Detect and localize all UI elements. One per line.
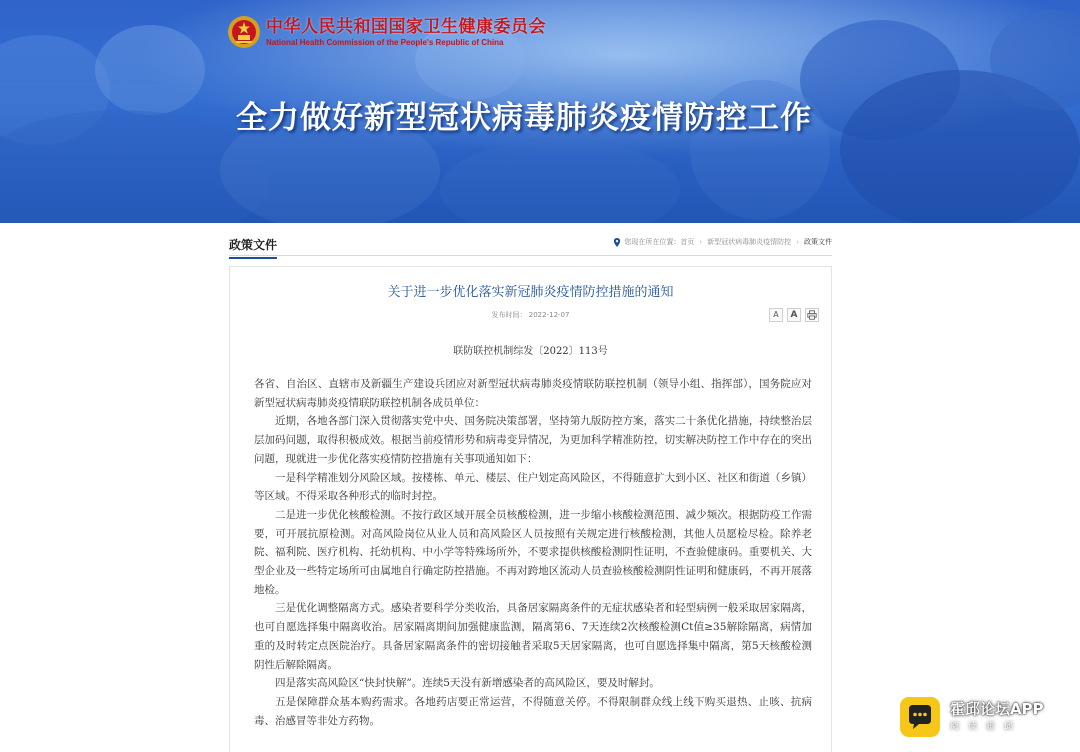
body-paragraph: 五是保障群众基本购药需求。各地药店要正常运营，不得随意关停。不得限制群众线上线下购买退热、止咳、抗病毒、治感冒等非处方药物。 [254,695,812,727]
banner-title: 全力做好新型冠状病毒肺炎疫情防控工作 [236,100,812,136]
site-logo[interactable] [226,14,546,50]
print-button[interactable] [805,308,819,322]
body-paragraph: 二是进一步优化核酸检测。不按行政区域开展全员核酸检测，进一步缩小核酸检测范围、减少频次。根据防疫工作需要，可开展抗原检测。对高风险岗位从业人员和高风险区人员按照有关规定进行核酸检测，其他人员愿检尽检。除养老院、福利院、医疗机构、托幼机构、中小学等特殊场所外，不要求提供核酸检测阴性证明，不查验健康码。重要机关、大型企业及一些特定场所可由属地自行确定防控措施。不再对跨地区流动人员查验核酸检测阴性证明和健康码，不再开展落地检。 [254,508,812,596]
section-header [229,232,832,256]
body-paragraph: 三是优化调整隔离方式。感染者要科学分类收治，具备居家隔离条件的无症状感染者和轻型病例一般采取居家隔离，也可自愿选择集中隔离收治。居家隔离期间加强健康监测，隔离第6、7天连续2次核酸检测Ct值≥35解除隔离，病情加重的及时转定点医院治疗。具备居家隔离条件的密切接触者采取5天居家隔离，也可自愿选择集中隔离，第5天核酸检测阴性后解除隔离。 [254,602,812,671]
breadcrumb-home-link[interactable]: 首页 [680,238,695,246]
national-emblem-icon [226,14,262,50]
publish-date: 发布时间： 2022-12-07 [491,311,570,319]
print-icon [807,310,817,320]
chevron-right-icon: › [699,238,703,246]
breadcrumb-current[interactable]: 政策文件 [804,238,832,246]
breadcrumb-topic-link[interactable]: 新型冠状病毒肺炎疫情防控 [707,238,792,246]
font-increase-button[interactable]: A [787,308,801,322]
breadcrumb [613,237,832,247]
body-paragraph: 一是科学精准划分风险区域。按楼栋、单元、楼层、住户划定高风险区，不得随意扩大到小区、社区和街道（乡镇）等区域。不得采取各种形式的临时封控。 [254,471,812,503]
watermark-app-name: 霍邱论坛APP [950,700,1044,718]
article-container [229,266,832,752]
font-decrease-button[interactable]: A [769,308,783,322]
watermark-slogan: 阅读霍邱 [950,722,1023,732]
addressee-paragraph: 各省、自治区、直辖市及新疆生产建设兵团应对新型冠状病毒肺炎疫情联防联控机制（领导小组、指挥部），国务院应对新型冠状病毒肺炎疫情联防联控机制各成员单位： [254,378,812,409]
body-paragraph: 四是落实高风险区“快封快解”。连续5天没有新增感染者的高风险区，要及时解封。 [275,677,660,690]
header-banner [0,0,1080,223]
app-watermark [900,697,1044,737]
section-title: 政策文件 [229,236,277,259]
org-name-cn: 中华人民共和国国家卫生健康委员会 [266,16,546,37]
article-title: 关于进一步优化落实新冠肺炎疫情防控措施的通知 [387,285,674,300]
chevron-right-icon: › [796,238,799,246]
location-pin-icon [613,238,621,247]
document-number: 联防联控机制综发〔2022〕113号 [453,346,608,357]
body-paragraph: 近期，各地各部门深入贯彻落实党中央、国务院决策部署，坚持第九版防控方案，落实二十条优化措施，持续整治层层加码问题，取得积极成效。根据当前疫情形势和病毒变异情况，为更加科学精准防控，切实解决防控工作中存在的突出问题，现就进一步优化落实疫情防控措施有关事项通知如下： [254,415,812,465]
chat-bubble-icon [900,697,940,737]
app-logo-icon [900,697,940,737]
article-body [254,375,812,730]
article-tools [765,308,819,322]
breadcrumb-prefix: 您现在所在位置： [624,238,681,246]
org-name-en: National Health Commission of the People's Republic of China [266,37,504,47]
